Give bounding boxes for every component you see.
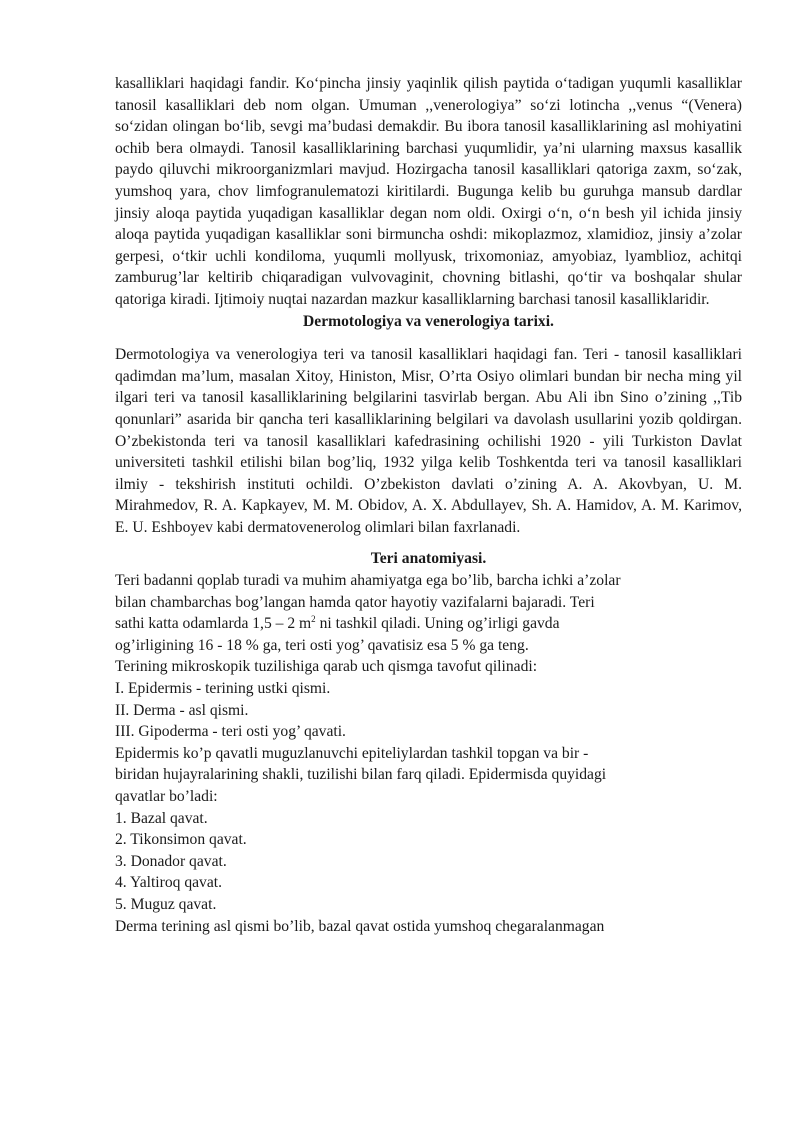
list-item-bazal: 1. Bazal qavat. bbox=[115, 809, 208, 827]
anatomy-heading: Teri anatomiyasi. bbox=[370, 550, 487, 568]
anatomy-line: bilan chambarchas bog’langan hamda qator hayotiy vazifalarni bajaradi. Teri bbox=[115, 593, 595, 611]
anatomy-line: qavatlar bo’ladi: bbox=[115, 788, 218, 805]
anatomy-line: Epidermis ko’p qavatli muguzlanuvchi epiteliylardan tashkil topgan va bir - bbox=[115, 744, 589, 762]
anatomy-line: Teri badanni qoplab turadi va muhim ahamiyatga ega bo’lib, barcha ichki a’zolar bbox=[115, 572, 621, 590]
history-paragraph: Dermotologiya va venerologiya teri va tanosil kasalliklari haqidagi fan. Teri - tanosil kasalliklari qadimdan ma’lum, masalan Xitoy, Hiniston, Misr, O’rta Osiyo olimlari bundan bir necha ming yil ilgari teri va tanosil kasalliklarining belgilarini tasvirlab bergan. Abu Ali ibn Sino o’zining ,,Tib qonunlari” asarida bir qancha teri kasalliklarining belgilari va davolash usullarini yozib qoldirgan. O’zbekistonda teri va tanosil kasalliklari kafedrasining ochilishi 1920 - yili Turkiston Davlat universiteti tashkil etilishi bilan bog’liq, 1932 yilga kelib Toshkentda teri va tanosil kasalliklari ilmiy - tekshirish instituti ochildi. O’zbekiston davlati o’zining A. A. Akovbyan, U. M. Mirahmedov, R. A. Kapkayev, M. M. Obidov, A. X. Abdullayev, Sh. A. Hamidov, A. M. Karimov, E. U. Eshboyev kabi dermatovenerolog olimlari bilan faxrlanadi. bbox=[115, 346, 742, 536]
anatomy-line: Derma terining asl qismi bo’lib, bazal qavat ostida yumshoq chegaralanmagan bbox=[115, 917, 605, 935]
history-heading: Dermotologiya va venerologiya tarixi. bbox=[303, 312, 554, 330]
area-superscript: 2 bbox=[311, 614, 316, 625]
anatomy-line: og’irligining 16 - 18 % ga, teri osti yog’ qavatisiz esa 5 % ga teng. bbox=[115, 636, 529, 654]
anatomy-area-line bbox=[115, 613, 742, 635]
intro-paragraph: kasalliklari haqidagi fandir. Ko‘pincha jinsiy yaqinlik qilish paytida o‘tadigan yuqumli kasalliklar tanosil kasalliklari deb nom olgan. Umuman ,,venerologiya” so‘zi lotincha ,,venus “(Venera) so‘zidan olingan bo‘lib, sevgi ma’budasi demakdir. Bu ibora tanosil kasalliklarining asl mohiyatini ochib bera olmaydi. Tanosil kasalliklarining barchasi yuqumlidir, ya’ni ularning maxsus kasallik paydo qiluvchi mikroorganizmlari mavjud. Hozirgacha tanosil kasalliklari qatoriga zaxm, so‘zak, yumshoq yara, chov limfogranulematozi kiritilardi. Bugunga kelib bu guruhga mansub dardlar jinsiy aloqa paytida yuqadigan kasalliklar degan nom oldi. Oxirgi o‘n, o‘n besh yil ichida jinsiy aloqa paytida yuqadigan kasalliklar soni birmuncha oshdi: mikoplazmoz, xlamidioz, jinsiy a’zolar gerpesi, o‘tkir uchli kondiloma, yuqumli mollyusk, trixomoniaz, amyobiaz, lyamblioz, achitqi zamburug’lar keltirib chiqaradigan vulvovaginit, chovning bitlashi, qo‘tir va boshqalar shular qatoriga kiradi. Ijtimoiy nuqtai nazardan mazkur kasalliklarning barchasi tanosil kasalliklaridir. bbox=[115, 75, 742, 308]
list-item-muguz: 5. Muguz qavat. bbox=[115, 895, 217, 913]
list-item-gipoderma: III. Gipoderma - teri osti yog’ qavati. bbox=[115, 723, 346, 741]
area-text-before: sathi katta odamlarda 1,5 – 2 m bbox=[115, 615, 312, 633]
area-text-after: ni tashkil qiladi. Uning og’irligi gavda bbox=[315, 615, 560, 633]
anatomy-line: biridan hujayralarining shakli, tuzilishi bilan farq qiladi. Epidermisda quyidagi bbox=[115, 766, 607, 784]
anatomy-section bbox=[115, 570, 742, 937]
list-item-epidermis: I. Epidermis - terining ustki qismi. bbox=[115, 680, 331, 698]
list-item-tikonsimon: 2. Tikonsimon qavat. bbox=[115, 831, 247, 849]
list-item-derma: II. Derma - asl qismi. bbox=[115, 701, 249, 719]
list-item-yaltiroq: 4. Yaltiroq qavat. bbox=[115, 874, 222, 892]
list-item-donador: 3. Donador qavat. bbox=[115, 852, 227, 870]
anatomy-line: Terining mikroskopik tuzilishiga qarab uch qismga tavofut qilinadi: bbox=[115, 658, 538, 676]
document-page bbox=[115, 73, 742, 937]
